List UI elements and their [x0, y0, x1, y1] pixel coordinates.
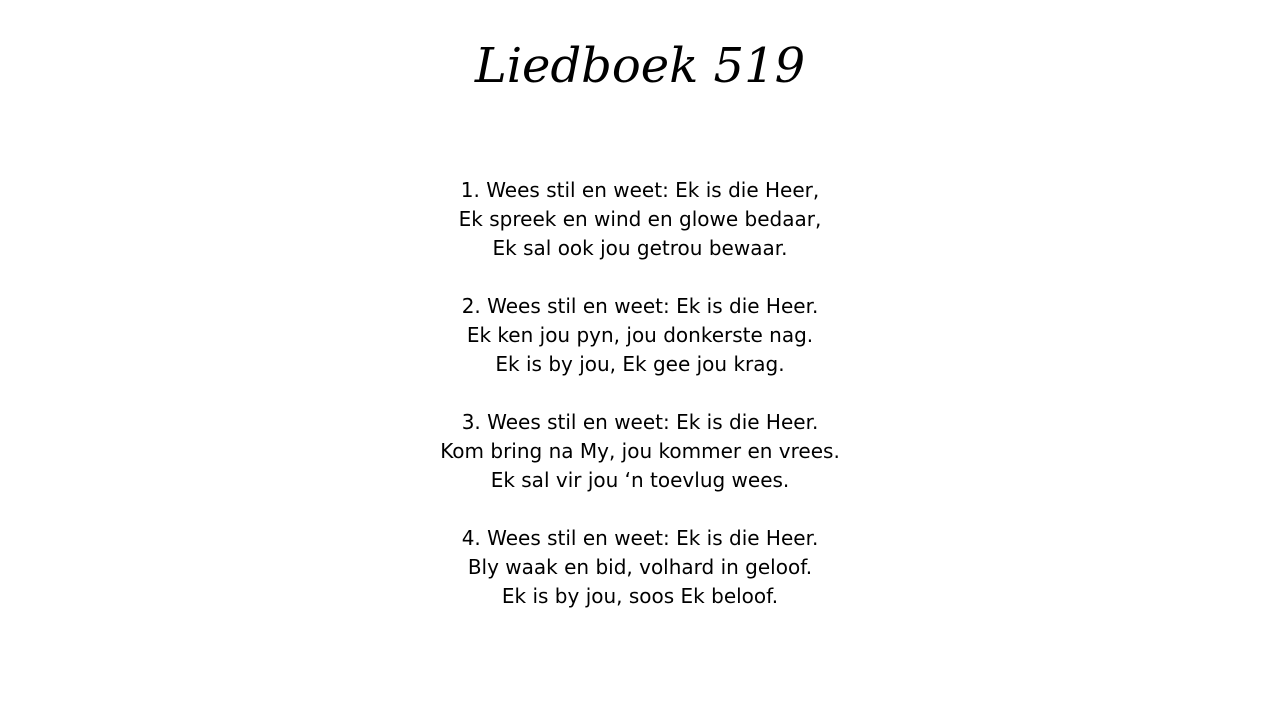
verse-1: [0, 176, 1280, 263]
verse-line: Bly waak en bid, volhard in geloof.: [467, 555, 813, 579]
verse-line: 1. Wees stil en weet: Ek is die Heer,: [460, 178, 820, 202]
verse-line: Ek is by jou, soos Ek beloof.: [501, 584, 779, 608]
verse-line: Ek spreek en wind en glowe bedaar,: [458, 207, 822, 231]
verse-3: [0, 408, 1280, 495]
verse-line: 2. Wees stil en weet: Ek is die Heer.: [461, 294, 819, 318]
verse-line: Kom bring na My, jou kommer en vrees.: [440, 439, 840, 463]
verse-2: [0, 292, 1280, 379]
verse-line: 3. Wees stil en weet: Ek is die Heer.: [461, 410, 819, 434]
verse-line: Ek is by jou, Ek gee jou krag.: [495, 352, 785, 376]
slide-title: Liedboek 519: [474, 38, 806, 94]
verse-line: Ek sal ook jou getrou bewaar.: [492, 236, 788, 260]
lyrics-body: [0, 176, 1280, 640]
verse-line: Ek ken jou pyn, jou donkerste nag.: [466, 323, 814, 347]
verse-4: [0, 524, 1280, 611]
verse-line: 4. Wees stil en weet: Ek is die Heer.: [461, 526, 819, 550]
verse-line: Ek sal vir jou ‘n toevlug wees.: [490, 468, 790, 492]
